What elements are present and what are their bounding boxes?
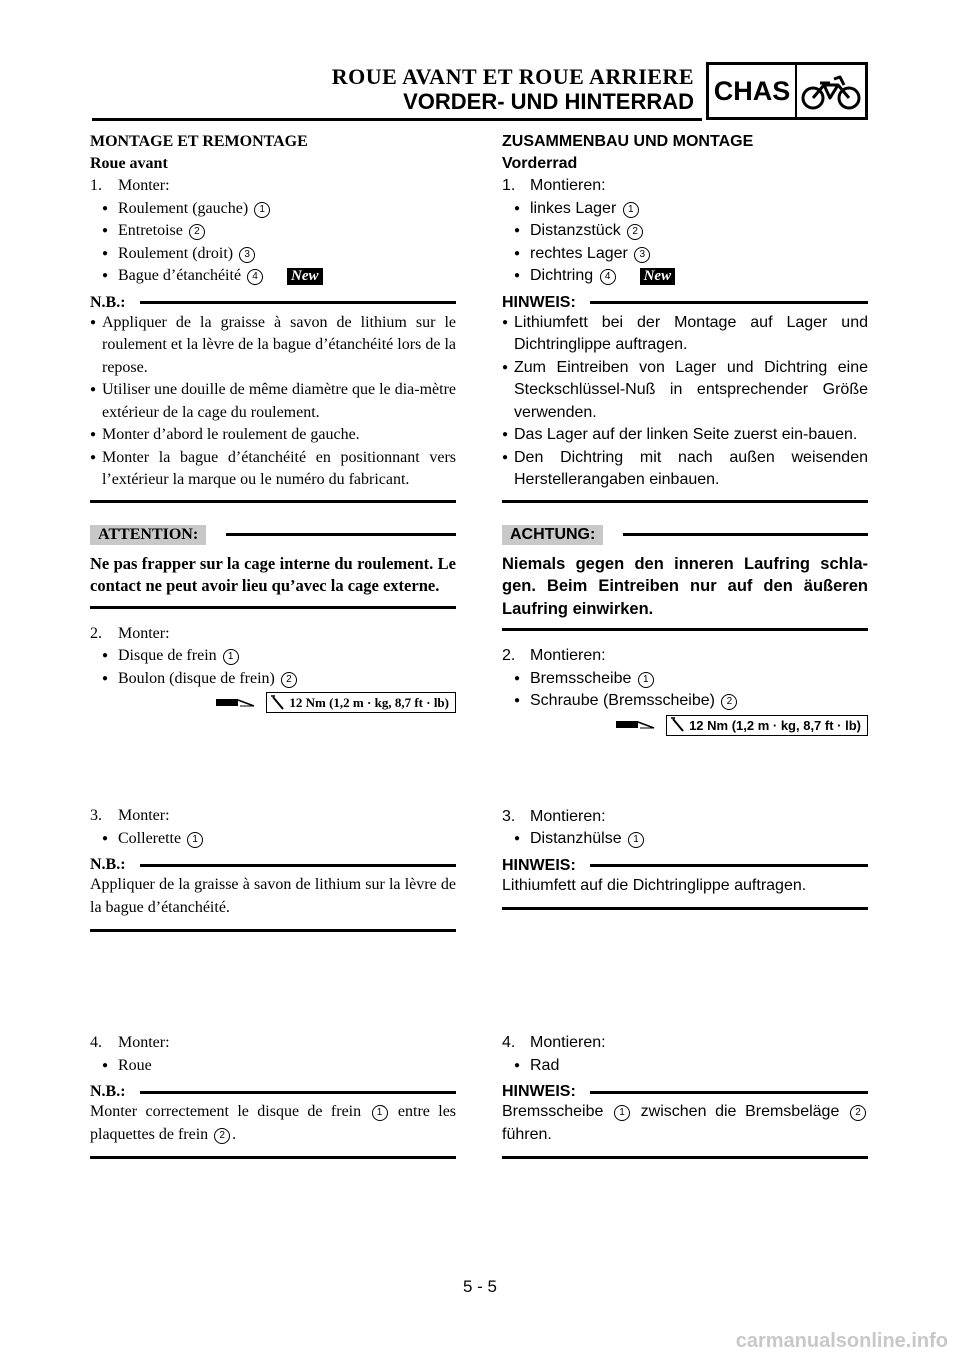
step-3: 3. Monter: — [90, 807, 170, 824]
step-2: 2. Montieren: — [502, 647, 606, 664]
header-rule — [92, 118, 702, 121]
list-item: ● Disque de frein 1 — [90, 645, 456, 668]
column-german — [502, 130, 868, 1159]
motorcycle-icon — [797, 65, 865, 117]
torque-wrench-icon — [269, 695, 287, 711]
note-header: HINWEIS: — [502, 857, 868, 875]
step-2: 2. Monter: — [90, 624, 170, 642]
new-badge: New — [287, 268, 323, 285]
note-item: ● Zum Eintreiben von Lager und Dichtring eine Steckschlüssel-Nuß in entsprechender Größe verwenden. — [502, 357, 868, 425]
divider — [90, 929, 456, 932]
watermark: carmanualsonline.info — [735, 1330, 948, 1352]
page-number: 5 - 5 — [462, 1277, 498, 1296]
note-text: Lithiumfett auf die Dichtringlippe auftragen. — [502, 876, 807, 894]
step-1: 1. Monter: — [90, 177, 170, 194]
list-item: ● Distanzstück 2 — [502, 220, 868, 243]
list-item: ● Roulement (droit) 3 — [90, 243, 456, 266]
list-item: ● Collerette 1 — [90, 828, 456, 851]
list-item: ● Boulon (disque de frein) 2 — [90, 668, 456, 691]
section-heading: MONTAGE ET REMONTAGE — [90, 133, 308, 150]
list-item: ● Bague d’étanchéité 4 New — [90, 265, 456, 288]
attention-text: Ne pas frapper sur la cage interne du roulement. Le contact ne peut avoir lieu qu’avec la cage externe. — [90, 553, 456, 595]
list-item: ● Distanzhülse 1 — [502, 828, 868, 851]
note-text: Bremsscheibe 1 zwischen die Bremsbeläge 2 führen. — [502, 1101, 868, 1146]
note-item: ● Lithiumfett bei der Montage auf Lager und Dichtringlippe auftragen. — [502, 312, 868, 357]
step-3: 3. Montieren: — [502, 807, 606, 825]
page-title-fr: ROUE AVANT ET ROUE ARRIERE — [331, 64, 694, 89]
note-header: N.B.: — [90, 294, 456, 312]
tighten-icon — [614, 718, 658, 732]
note-header: HINWEIS: — [502, 294, 868, 312]
divider — [90, 500, 456, 503]
list-item: ● Rad — [502, 1055, 868, 1078]
list-item: ● Roulement (gauche) 1 — [90, 198, 456, 221]
note-item: ● Appliquer de la graisse à savon de lithium sur le roulement et la lèvre de la bague d’étanchéité lors de la repose. — [90, 312, 456, 380]
divider — [502, 907, 868, 910]
note-text: Monter correctement le disque de frein 1 entre les plaquettes de frein 2 . — [90, 1103, 457, 1143]
torque-spec: 12 Nm (1,2 m · kg, 8,7 ft · lb) — [502, 715, 868, 736]
section-label: CHAS — [709, 65, 797, 117]
new-badge: New — [640, 268, 676, 285]
note-header: HINWEIS: — [502, 1083, 868, 1101]
subheading: Roue avant — [90, 155, 168, 172]
attention-text: Niemals gegen den inneren Laufring schla-gen. Beim Eintreiben nur auf den äußeren Laufring einwirken. — [502, 554, 868, 618]
divider — [502, 628, 868, 631]
divider — [502, 1156, 868, 1159]
torque-wrench-icon — [669, 717, 687, 733]
section-badge — [706, 62, 868, 120]
divider — [90, 1156, 456, 1159]
torque-spec: 12 Nm (1,2 m · kg, 8,7 ft · lb) — [90, 692, 456, 713]
note-item: ● Utiliser une douille de même diamètre que le dia-mètre extérieur de la cage du roulement. — [90, 379, 456, 424]
list-item: ● Entretoise 2 — [90, 220, 456, 243]
note-item: ● Den Dichtring mit nach außen weisenden Herstellerangaben einbauen. — [502, 447, 868, 492]
page-title-de: VORDER- UND HINTERRAD — [403, 89, 694, 114]
step-1: 1. Montieren: — [502, 177, 606, 194]
attention-header: ACHTUNG: — [502, 525, 868, 545]
column-french — [90, 130, 456, 1159]
list-item: ● Schraube (Bremsscheibe) 2 — [502, 690, 868, 713]
list-item: ● Bremsscheibe 1 — [502, 668, 868, 691]
note-item: ● Monter la bague d’étanchéité en positionnant vers l’extérieur la marque ou le numéro du fabricant. — [90, 447, 456, 492]
note-header: N.B.: — [90, 1083, 456, 1101]
attention-header: ATTENTION: — [90, 525, 456, 545]
note-item: ● Das Lager auf der linken Seite zuerst ein-bauen. — [502, 424, 868, 447]
note-text: Appliquer de la graisse à savon de lithium sur la lèvre de la bague d’étanchéité. — [90, 876, 456, 916]
section-heading: ZUSAMMENBAU UND MONTAGE — [502, 133, 754, 150]
step-4: 4. Montieren: — [502, 1034, 606, 1051]
tighten-icon — [214, 696, 258, 710]
list-item: ● linkes Lager 1 — [502, 198, 868, 221]
divider — [90, 606, 456, 609]
list-item: ● Roue — [90, 1055, 456, 1078]
step-4: 4. Monter: — [90, 1034, 170, 1051]
divider — [502, 500, 868, 503]
list-item: ● Dichtring 4 New — [502, 265, 868, 288]
note-item: ● Monter d’abord le roulement de gauche. — [90, 424, 456, 447]
subheading: Vorderrad — [502, 155, 578, 172]
note-header: N.B.: — [90, 856, 456, 874]
list-item: ● rechtes Lager 3 — [502, 243, 868, 266]
